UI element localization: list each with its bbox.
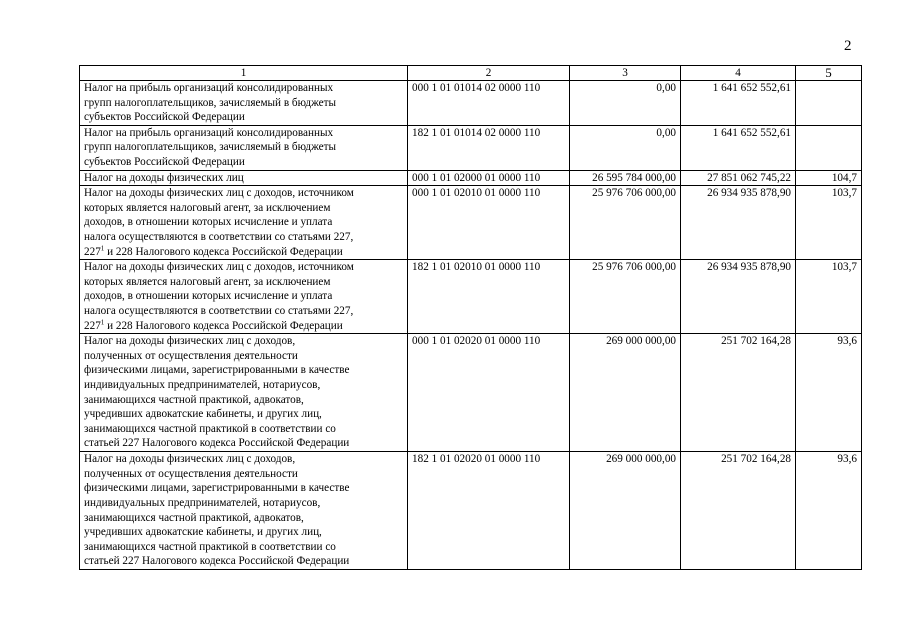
- column-header-1: 1: [80, 66, 408, 81]
- row-actual-value: 1 641 652 552,61: [681, 81, 796, 126]
- table-row: [80, 452, 862, 570]
- row-income-name: Налог на доходы физических лиц с доходов, полученных от осуществления деятельности физическими лицами, зарегистрированными в качестве индивидуальных предпринимателей, нотариусов, занимающихся частной практикой, адвокатов, учредивших адвокатские кабинеты, и других лиц, занимающихся частной практикой в соответствии со статьей 227 Налогового кодекса Российской Федерации: [80, 452, 408, 570]
- row-income-name: [80, 186, 408, 260]
- row-income-name: Налог на прибыль организаций консолидированных групп налогоплательщиков, зачисляемый в бюджеты субъектов Российской Федерации: [80, 125, 408, 170]
- row-income-name: Налог на доходы физических лиц с доходов, полученных от осуществления деятельности физическими лицами, зарегистрированными в качестве индивидуальных предпринимателей, нотариусов, занимающихся частной практикой, адвокатов, учредивших адвокатские кабинеты, и других лиц, занимающихся частной практикой в соответствии со статьей 227 Налогового кодекса Российской Федерации: [80, 334, 408, 452]
- table-row: [80, 260, 862, 334]
- column-header-2: 2: [408, 66, 570, 81]
- page-number: 2: [844, 38, 852, 54]
- row-plan-value: 0,00: [570, 125, 681, 170]
- superscript-marker: 1: [100, 243, 105, 252]
- row-budget-code: 182 1 01 02020 01 0000 110: [408, 452, 570, 570]
- row-income-name-part: и 228 Налогового кодекса Российской Федерации: [104, 245, 343, 258]
- row-income-name: Налог на доходы физических лиц: [80, 170, 408, 186]
- row-percent-value: 103,7: [796, 186, 862, 260]
- row-budget-code: 000 1 01 02000 01 0000 110: [408, 170, 570, 186]
- row-actual-value: 26 934 935 878,90: [681, 186, 796, 260]
- row-income-name: Налог на прибыль организаций консолидированных групп налогоплательщиков, зачисляемый в бюджеты субъектов Российской Федерации: [80, 81, 408, 126]
- table-row: [80, 81, 862, 126]
- row-actual-value: 27 851 062 745,22: [681, 170, 796, 186]
- row-percent-value: [796, 125, 862, 170]
- column-header-4: 4: [681, 66, 796, 81]
- row-actual-value: 26 934 935 878,90: [681, 260, 796, 334]
- row-budget-code: 182 1 01 02010 01 0000 110: [408, 260, 570, 334]
- column-header-3: 3: [570, 66, 681, 81]
- row-percent-value: 93,6: [796, 334, 862, 452]
- table-row: [80, 186, 862, 260]
- row-income-name-part: Налог на доходы физических лиц с доходов, источником которых является налоговый агент, за исключением доходов, в отношении которых исчисление и уплата налога осуществляются в соответствии со статьями 227, 227: [84, 187, 354, 258]
- table-row: [80, 170, 862, 186]
- row-percent-value: 93,6: [796, 452, 862, 570]
- row-budget-code: 000 1 01 02020 01 0000 110: [408, 334, 570, 452]
- row-actual-value: 251 702 164,28: [681, 334, 796, 452]
- budget-revenue-table: [79, 65, 862, 570]
- row-budget-code: 000 1 01 01014 02 0000 110: [408, 81, 570, 126]
- table-row: [80, 125, 862, 170]
- row-plan-value: 26 595 784 000,00: [570, 170, 681, 186]
- row-percent-value: 103,7: [796, 260, 862, 334]
- superscript-marker: 1: [100, 317, 105, 326]
- row-income-name-part: Налог на доходы физических лиц с доходов, источником которых является налоговый агент, за исключением доходов, в отношении которых исчисление и уплата налога осуществляются в соответствии со статьями 227, 227: [84, 261, 354, 332]
- row-plan-value: 25 976 706 000,00: [570, 186, 681, 260]
- row-budget-code: 182 1 01 01014 02 0000 110: [408, 125, 570, 170]
- row-actual-value: 1 641 652 552,61: [681, 125, 796, 170]
- row-percent-value: [796, 81, 862, 126]
- row-actual-value: 251 702 164,28: [681, 452, 796, 570]
- row-income-name: [80, 260, 408, 334]
- row-percent-value: 104,7: [796, 170, 862, 186]
- row-plan-value: 25 976 706 000,00: [570, 260, 681, 334]
- table-row: [80, 334, 862, 452]
- column-header-5: 5: [796, 66, 862, 81]
- row-plan-value: 269 000 000,00: [570, 334, 681, 452]
- row-plan-value: 269 000 000,00: [570, 452, 681, 570]
- row-income-name-part: и 228 Налогового кодекса Российской Федерации: [104, 319, 343, 332]
- row-plan-value: 0,00: [570, 81, 681, 126]
- row-budget-code: 000 1 01 02010 01 0000 110: [408, 186, 570, 260]
- table-header-row: [80, 66, 862, 81]
